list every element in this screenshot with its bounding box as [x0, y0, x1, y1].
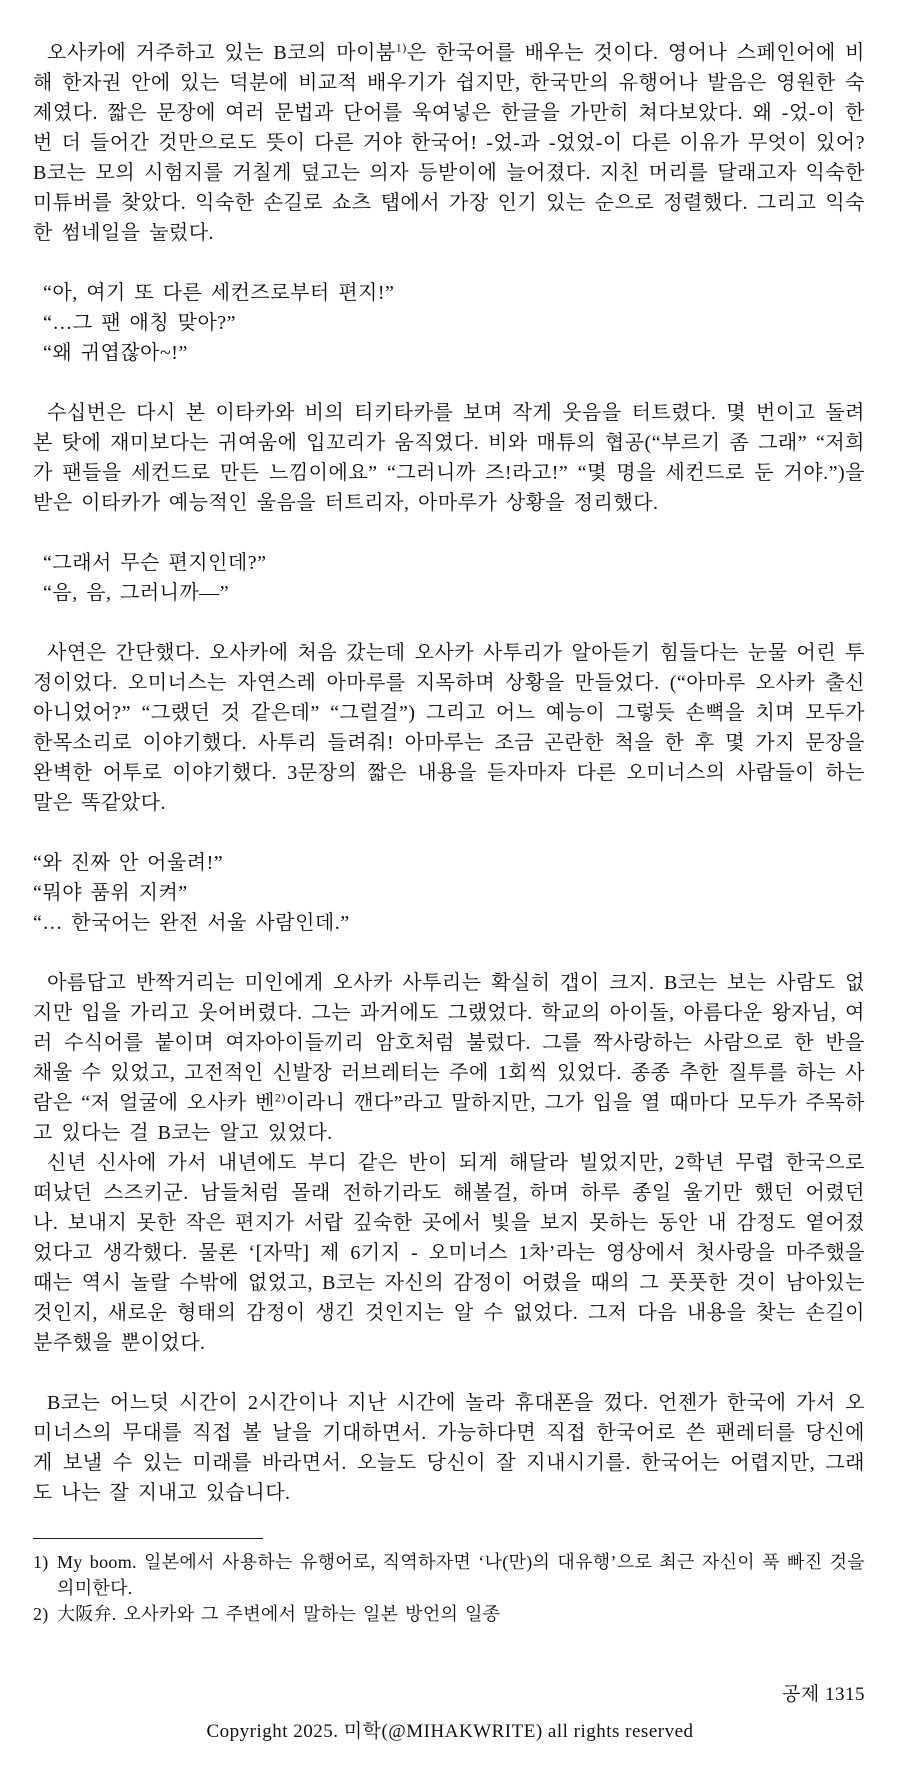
paragraph-text: 이라니 깬다”라고 말하지만, 그가 입을 열 때마다 모두가 주목하고 있다는 걸 B코는 알고 있었다.: [33, 1092, 865, 1144]
footnote-item-2: [33, 1601, 865, 1627]
dialogue-block-1: [33, 278, 865, 368]
paragraph-text: 오사카에 거주하고 있는 B코의 마이붐: [47, 42, 396, 64]
footnotes-section: [33, 1549, 865, 1627]
footnote-marker: 1): [33, 1552, 49, 1572]
dialogue-line: “… 한국어는 완전 서울 사람인데.”: [33, 912, 350, 934]
story-paragraph-2: 수십번은 다시 본 이타카와 비의 티키타카를 보며 작게 웃음을 터트렸다. 몇 번이고 돌려본 탓에 재미보다는 귀여움에 입꼬리가 움직였다. 비와 매튜의 협공(“부르기 좀 그래” “저희가 팬들을 세컨드로 만든 느낌이에요” “그러니까 즈!라고!” “몇 명을 세컨드로 둔 거야.”)을 받은 이타카가 예능적인 울음을 터트리자, 아마루가 상황을 정리했다.: [33, 402, 865, 514]
footnote-ref-2: 2): [274, 1090, 286, 1105]
dialogue-block-2: [33, 548, 865, 608]
footnote-ref-1: 1): [395, 40, 407, 55]
dialogue-line: “그래서 무슨 편지인데?”: [43, 552, 267, 574]
story-paragraph-5: 신년 신사에 가서 내년에도 부디 같은 반이 되게 해달라 빌었지만, 2학년 무렵 한국으로 떠났던 스즈키군. 남들처럼 몰래 전하기라도 해볼걸, 하며 하루 종일 울기만 했던 어렸던 나. 보내지 못한 작은 편지가 서랍 깊숙한 곳에서 빛을 보지 못하는 동안 내 감정도 옅어졌었다고 생각했다. 물론 ‘[자막] 제 6기지 - 오미너스 1차’라는 영상에서 첫사랑을 마주했을 때는 역시 놀랄 수밖에 없었고, B코는 자신의 감정이 어렸을 때의 그 풋풋한 것이 남아있는 것인지, 새로운 형태의 감정이 생긴 것인지는 알 수 없었다. 그저 다음 내용을 찾는 손길이 분주했을 뿐이었다.: [33, 1152, 865, 1354]
story-body: [33, 38, 865, 1508]
copyright-notice: Copyright 2025. 미학(@MIHAKWRITE) all rights reserved: [206, 1721, 694, 1742]
footnote-separator: [33, 1538, 263, 1539]
dialogue-block-3: [33, 848, 865, 938]
dialogue-line: “왜 귀엽잖아~!”: [43, 342, 188, 364]
story-paragraph-6: B코는 어느덧 시간이 2시간이나 지난 시간에 놀라 휴대폰을 껐다. 언젠가 한국에 가서 오미너스의 무대를 직접 볼 날을 기대하면서. 가능하다면 직접 한국어로 쓴 팬레터를 당신에게 보낼 수 있는 미래를 바라면서. 오늘도 당신이 잘 지내시기를. 한국어는 어렵지만, 그래도 나는 잘 지내고 있습니다.: [33, 1392, 865, 1504]
dialogue-line: “…그 팬 애칭 맞아?”: [43, 312, 237, 334]
paragraph-text: 은 한국어를 배우는 것이다. 영어나 스페인어에 비해 한자권 안에 있는 덕분에 비교적 배우기가 쉽지만, 한국만의 유행어나 발음은 영원한 숙제였다. 짧은 문장에 여러 문법과 단어를 욱여넣은 한글을 가만히 쳐다보았다. 왜 -었-이 한 번 더 들어간 것만으로도 뜻이 다른 거야 한국어! -었-과 -었었-이 다른 이유가 무엇이 있어? B코는 모의 시험지를 거칠게 덮고는 의자 등받이에 늘어졌다. 지친 머리를 달래고자 익숙한 미튜버를 찾았다. 익숙한 손길로 쇼츠 탭에서 가장 인기 있는 순으로 정렬했다. 그리고 익숙한 썸네일을 눌렀다.: [33, 42, 866, 244]
dialogue-line: “음, 음, 그러니까—”: [43, 582, 230, 604]
page-number: 공제 1315: [782, 1684, 865, 1705]
dialogue-line: “아, 여기 또 다른 세컨즈로부터 편지!”: [43, 282, 395, 304]
story-paragraph-1: [33, 38, 865, 248]
footnote-item-1: [33, 1549, 865, 1601]
paragraph-text: 아름답고 반짝거리는 미인에게 오사카 사투리는 확실히 갭이 크지. B코는 보는 사람도 없지만 입을 가리고 웃어버렸다. 그는 과거에도 그랬었다. 학교의 아이돌, 아름다운 왕자님, 여러 수식어를 붙이며 여자아이들끼리 암호처럼 불렀다. 그를 짝사랑하는 사람으로 한 반을 채울 수 있었고, 고전적인 신발장 러브레터는 주에 1회씩 있었다. 종종 추한 질투를 하는 사람은 “저 얼굴에 오사카 벤: [33, 972, 865, 1114]
story-paragraph-3: 사연은 간단했다. 오사카에 처음 갔는데 오사카 사투리가 알아듣기 힘들다는 눈물 어린 투정이었다. 오미너스는 자연스레 아마루를 지목하며 상황을 만들었다. (“아마루 오사카 출신 아니었어?” “그랬던 것 같은데” “그럴걸”) 그리고 어느 예능이 그렇듯 손뼉을 치며 모두가 한목소리로 이야기했다. 사투리 들려줘! 아마루는 조금 곤란한 척을 한 후 몇 가지 문장을 완벽한 어투로 이야기했다. 3문장의 짧은 내용을 듣자마자 다른 오미너스의 사람들이 하는 말은 똑같았다.: [33, 642, 865, 814]
story-paragraph-4: [33, 968, 865, 1148]
footnote-text: 大阪弁. 오사카와 그 주변에서 말하는 일본 방언의 일종: [57, 1604, 501, 1624]
footnote-text: My boom. 일본에서 사용하는 유행어로, 직역하자면 ‘나(만)의 대유행’으로 최근 자신이 푹 빠진 것을 의미한다.: [57, 1552, 865, 1598]
dialogue-line: “와 진짜 안 어울려!”: [33, 852, 224, 874]
dialogue-line: “뭐야 품위 지켜”: [33, 882, 188, 904]
footnote-marker: 2): [33, 1604, 49, 1624]
